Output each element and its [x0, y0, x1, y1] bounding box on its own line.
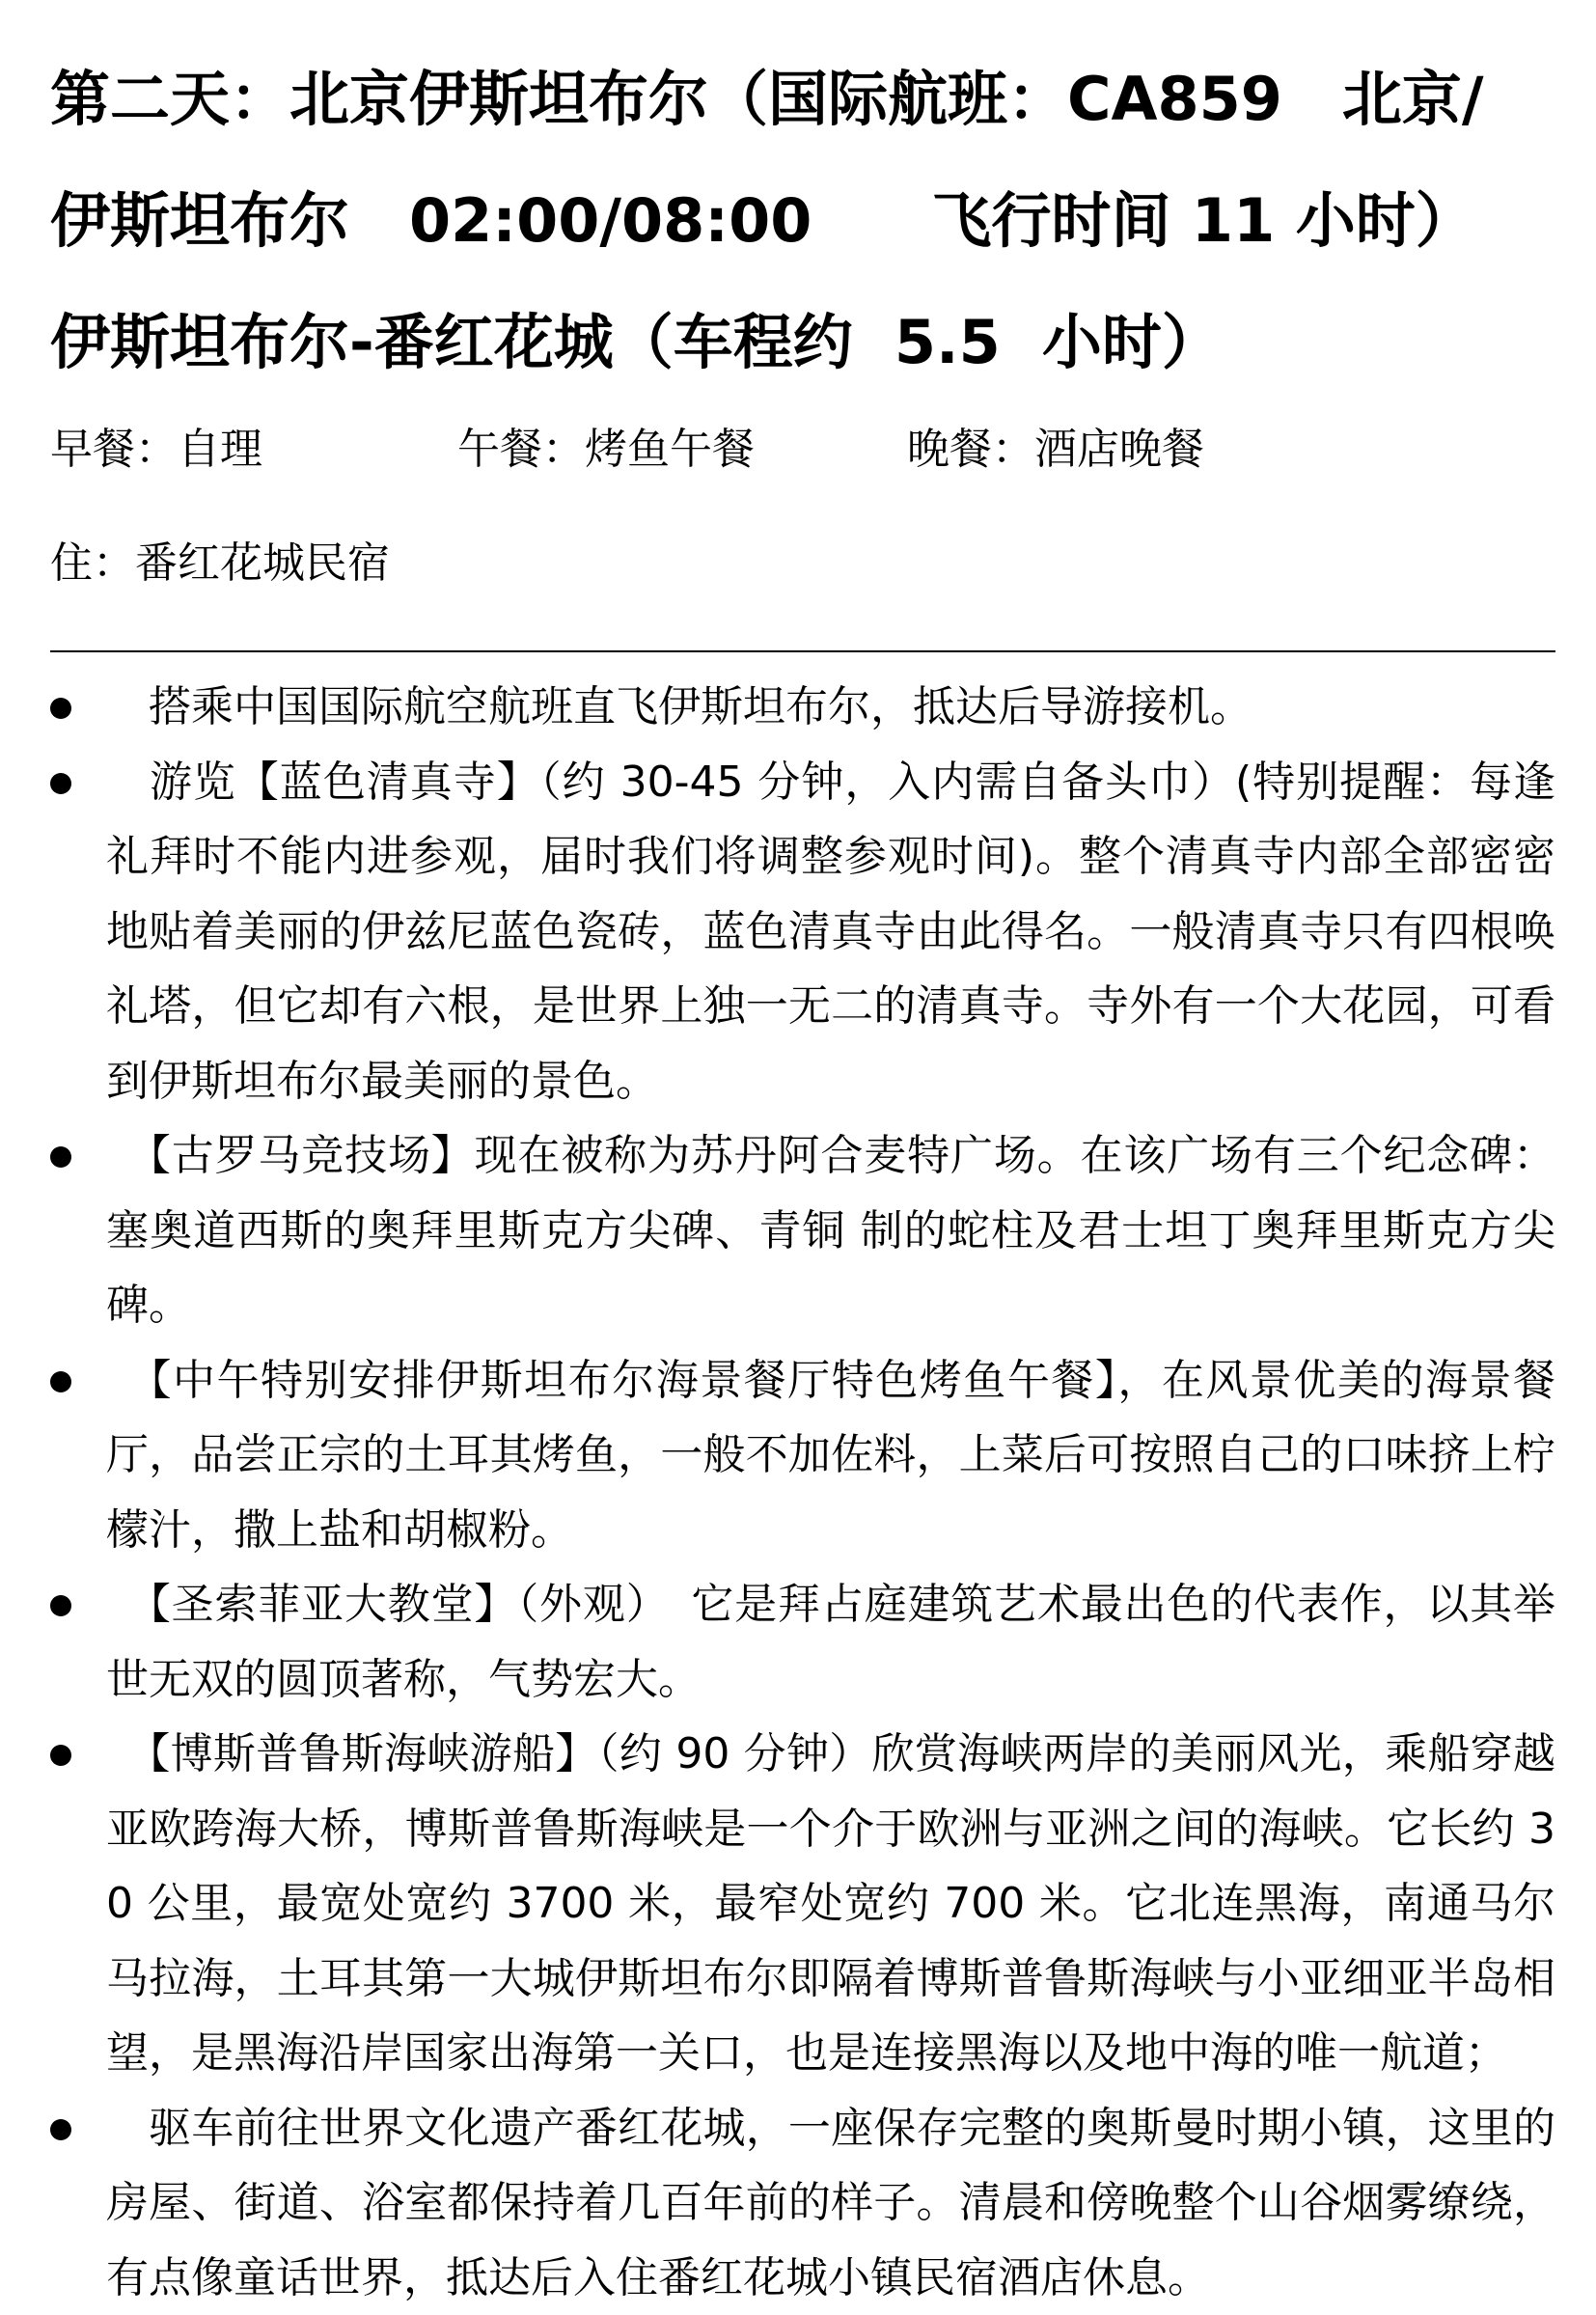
activity-list — [50, 670, 1555, 2315]
bullet-icon — [50, 1745, 71, 1766]
day-title — [50, 39, 1555, 403]
title-line-2: 伊斯坦布尔 02:00/08:00 飞行时间 11 小时） — [50, 160, 1555, 282]
activity-item — [50, 1118, 1555, 1343]
activity-item — [50, 1343, 1555, 1568]
divider — [50, 650, 1555, 652]
activity-item — [50, 670, 1555, 745]
title-line-1: 第二天：北京伊斯坦布尔（国际航班：CA859 北京/ — [50, 39, 1555, 160]
activity-text: 【中午特别安排伊斯坦布尔海景餐厅特色烤鱼午餐】，在风景优美的海景餐厅，品尝正宗的土耳其烤鱼，一般不加佐料，上菜后可按照自己的口味挤上柠檬汁，撒上盐和胡椒粉。 — [106, 1343, 1555, 1568]
activity-item — [50, 745, 1555, 1119]
activity-text: 游览【蓝色清真寺】（约 30-45 分钟，入内需自备头巾）(特别提醒：每逢礼拜时不能内进参观，届时我们将调整参观时间)。整个清真寺内部全部密密地贴着美丽的伊兹尼蓝色瓷砖，蓝色清真寺由此得名。一般清真寺只有四根唤礼塔，但它却有六根，是世界上独一无二的清真寺。寺外有一个大花园，可看到伊斯坦布尔最美丽的景色。 — [106, 745, 1555, 1119]
bullet-icon — [50, 2119, 71, 2140]
bullet-icon — [50, 1371, 71, 1392]
bullet-icon — [50, 1146, 71, 1168]
breakfast-info: 早餐：自理 — [50, 421, 262, 479]
activity-item — [50, 2091, 1555, 2315]
activity-text: 【古罗马竞技场】现在被称为苏丹阿合麦特广场。在该广场有三个纪念碑：塞奥道西斯的奥拜里斯克方尖碑、青铜 制的蛇柱及君士坦丁奥拜里斯克方尖碑。 — [106, 1118, 1555, 1343]
bullet-icon — [50, 1595, 71, 1616]
activity-text: 【博斯普鲁斯海峡游船】（约 90 分钟）欣赏海峡两岸的美丽风光，乘船穿越亚欧跨海大桥，博斯普鲁斯海峡是一个介于欧洲与亚洲之间的海峡。它长约 30 公里，最宽处宽约 3700 米，最窄处宽约 700 米。它北连黑海，南通马尔马拉海，土耳其第一大城伊斯坦布尔即隔着博斯普鲁斯海峡与小亚细亚半岛相望，是黑海沿岸国家出海第一关口，也是连接黑海以及地中海的唯一航道； — [106, 1717, 1555, 2091]
activity-text: 搭乘中国国际航空航班直飞伊斯坦布尔，抵达后导游接机。 — [106, 670, 1555, 745]
activity-item — [50, 1717, 1555, 2091]
title-line-3: 伊斯坦布尔-番红花城（车程约 5.5 小时） — [50, 282, 1555, 403]
bullet-icon — [50, 773, 71, 794]
dinner-info: 晚餐：酒店晚餐 — [907, 421, 1204, 479]
bullet-icon — [50, 698, 71, 719]
activity-text: 驱车前往世界文化遗产番红花城，一座保存完整的奥斯曼时期小镇，这里的房屋、街道、浴室都保持着几百年前的样子。清晨和傍晚整个山谷烟雾缭绕，有点像童话世界，抵达后入住番红花城小镇民宿酒店休息。 — [106, 2091, 1555, 2315]
itinerary-page — [50, 39, 1555, 2315]
accommodation-info: 住：番红花城民宿 — [50, 535, 1555, 593]
meals-row — [50, 421, 1555, 479]
activity-text: 【圣索菲亚大教堂】（外观） 它是拜占庭建筑艺术最出色的代表作，以其举世无双的圆顶著称，气势宏大。 — [106, 1567, 1555, 1717]
activity-item — [50, 1567, 1555, 1717]
lunch-info: 午餐：烤鱼午餐 — [457, 421, 755, 479]
